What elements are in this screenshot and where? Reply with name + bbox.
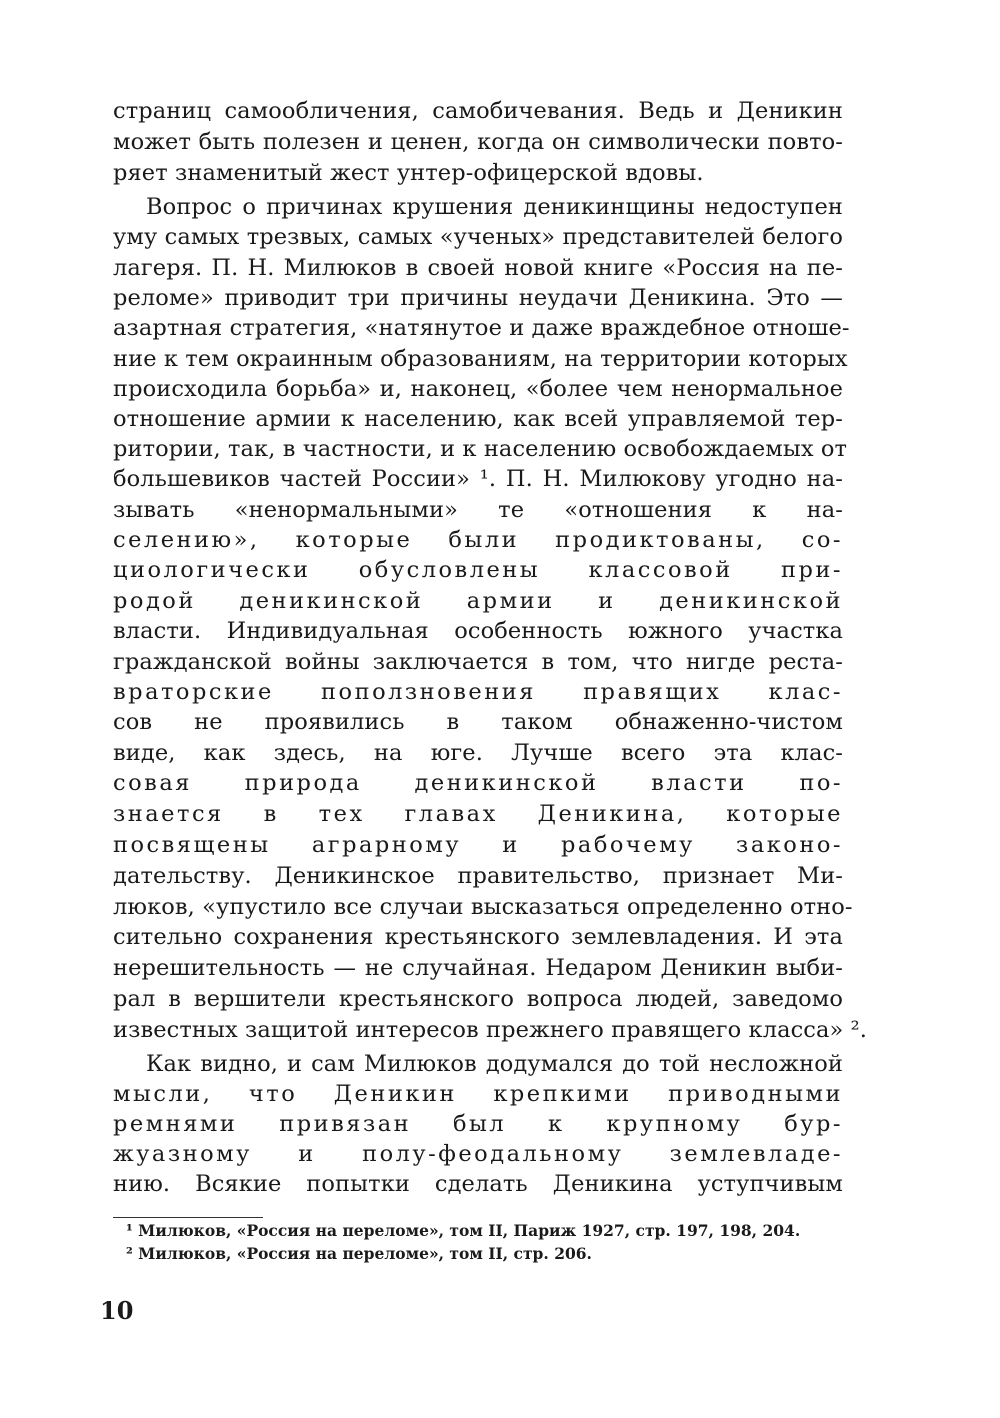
text-line: Как видно, и сам Милюков додумался до той несложной (146, 1051, 843, 1077)
text-line: люков, «упустило все случаи высказаться определенно отно- (113, 894, 853, 920)
text-line: родой деникинской армии и деникинской (113, 588, 843, 614)
text-line: происходила борьба» и, наконец, «более чем ненормальное (113, 376, 843, 402)
text-line: враторские поползновения правящих клас- (113, 679, 843, 705)
text-line: мысли, что Деникин крепкими приводными (113, 1081, 843, 1107)
text-line: известных защитой интересов прежнего правящего класса» ². (113, 1017, 868, 1043)
text-line: жуазному и полу-феодальному землевладе- (113, 1141, 843, 1167)
text-line: большевиков частей России» ¹. П. Н. Милюкову угодно на- (113, 466, 843, 492)
text-line: гражданской войны заключается в том, что нигде реста- (113, 649, 843, 675)
text-line: дательству. Деникинское правительство, признает Ми- (113, 863, 843, 889)
text-line: азартная стратегия, «натянутое и даже враждебное отноше- (113, 315, 850, 341)
footnote: ² Милюков, «Россия на переломе», том II, стр. 206. (126, 1244, 592, 1263)
footnote: ¹ Милюков, «Россия на переломе», том II, Париж 1927, стр. 197, 198, 204. (126, 1221, 801, 1240)
text-line: ремнями привязан был к крупному бур- (113, 1111, 843, 1137)
text-line: рал в вершители крестьянского вопроса людей, заведомо (113, 986, 843, 1012)
text-line: зывать «ненормальными» те «отношения к на- (113, 497, 843, 523)
text-line: ние к тем окраинным образованиям, на территории которых (113, 346, 848, 372)
text-line: уму самых трезвых, самых «ученых» представителей белого (113, 224, 843, 250)
footnote-divider (113, 1217, 263, 1218)
text-line: отношение армии к населению, как всей управляемой тер- (113, 406, 843, 432)
text-line: страниц самообличения, самобичевания. Ведь и Деникин (113, 98, 843, 124)
text-line: циологически обусловлены классовой при- (113, 557, 843, 583)
text-line: сительно сохранения крестьянского землевладения. И эта (113, 924, 843, 950)
text-line: Вопрос о причинах крушения деникинщины недоступен (146, 194, 843, 220)
text-line: знается в тех главах Деникина, которые (113, 801, 843, 827)
text-line: ритории, так, в частности, и к населению освобождаемых от (113, 436, 848, 462)
text-line: совая природа деникинской власти по- (113, 770, 843, 796)
text-line: селению», которые были продиктованы, со- (113, 527, 843, 553)
text-line: нерешительность — не случайная. Недаром Деникин выби- (113, 955, 843, 981)
text-line: реломе» приводит три причины неудачи Деникина. Это — (113, 285, 843, 311)
text-line: ряет знаменитый жест унтер-офицерской вдовы. (113, 160, 704, 186)
text-line: посвящены аграрному и рабочему законо- (113, 832, 843, 858)
text-line: власти. Индивидуальная особенность южного участка (113, 618, 843, 644)
page-number: 10 (100, 1296, 134, 1325)
text-line: виде, как здесь, на юге. Лучше всего эта клас- (113, 740, 843, 766)
text-line: сов не проявились в таком обнаженно-чистом (113, 709, 843, 735)
text-line: может быть полезен и ценен, когда он символически повто- (113, 129, 843, 155)
text-line: нию. Всякие попытки сделать Деникина уступчивым (113, 1171, 843, 1197)
text-line: лагеря. П. Н. Милюков в своей новой книге «Россия на пе- (113, 255, 843, 281)
